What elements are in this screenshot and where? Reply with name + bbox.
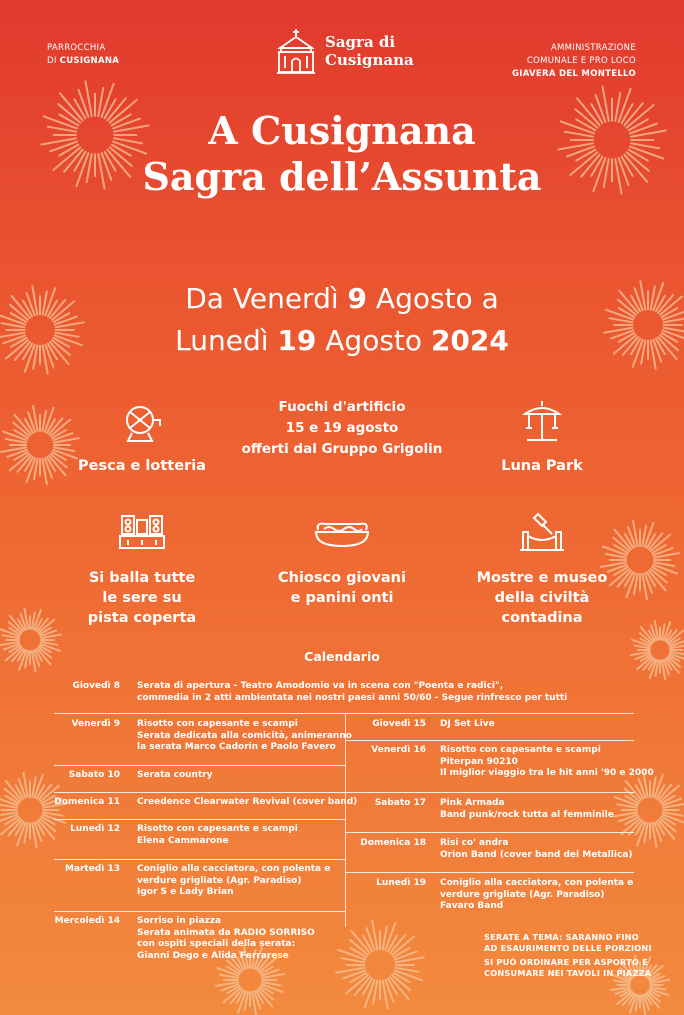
main-title: [0, 108, 684, 200]
calendar-day: Sabato 10: [68, 770, 120, 780]
chiosco-line2: e panini onti: [290, 590, 394, 606]
feature-fuochi: [212, 397, 472, 460]
event-line: con ospiti speciali della serata:: [137, 939, 296, 949]
dates-l2a: Lunedì: [175, 324, 278, 357]
event-line: verdure grigliate (Agr. Paradiso): [440, 889, 605, 900]
dates-l2b: 19: [277, 324, 317, 357]
event-line: Elena Cammarone: [137, 835, 229, 846]
sagra-logo: [275, 28, 415, 80]
calendar-event: [137, 681, 567, 704]
divider: [54, 819, 345, 820]
lottery-drum-icon: [120, 400, 164, 444]
calendar-day: Lunedì 12: [70, 824, 120, 834]
calendar-day: Giovedì 8: [72, 681, 120, 691]
calendar-event: [440, 745, 654, 780]
event-line: Band punk/rock tutta al femminile: [440, 809, 614, 820]
event-line: verdure grigliate (Agr. Paradiso): [137, 875, 302, 886]
event-line: Serata di apertura - Teatro Amodomio va in scena con "Poenta e radici",: [137, 681, 504, 691]
dates-l2d: 2024: [430, 324, 509, 357]
event-line: Sorriso in piazza: [137, 916, 222, 926]
event-line: commedia in 2 atti ambientata nei nostri paesi anni 50/60 - Segue rinfresco per tutti: [137, 692, 568, 703]
calendar-day: Domenica 18: [360, 838, 426, 848]
feature-luna-park: [462, 400, 622, 476]
logo-line2: Cusignana: [325, 51, 414, 69]
event-dates: [0, 278, 684, 362]
divider: [54, 765, 345, 766]
museum-exhibit-icon: [518, 512, 566, 552]
ballo-line2: le sere su: [102, 590, 182, 606]
divider: [345, 872, 634, 873]
event-line: Serata dedicata alla comicità, animeranno: [137, 730, 352, 741]
speakers-stage-icon: [119, 512, 165, 552]
event-line: Risotto con capesante e scampi: [137, 824, 298, 834]
calendar-event: [440, 719, 495, 731]
title-line2: Sagra dell’Assunta: [142, 154, 542, 199]
calendar-day: Mercoledì 14: [54, 916, 120, 926]
luna-park-label: Luna Park: [501, 458, 583, 474]
calendar-day: Giovedì 15: [372, 719, 426, 729]
divider: [345, 832, 634, 833]
pesca-label: Pesca e lotteria: [78, 458, 206, 474]
note-theme-nights: [484, 932, 654, 953]
feature-ballo: [62, 512, 222, 628]
hotdog-icon: [312, 512, 372, 552]
calendar-day: Martedì 13: [64, 864, 120, 874]
fuochi-line1: Fuochi d'artificio: [278, 399, 406, 415]
calendar-title: Calendario: [304, 649, 380, 664]
divider: [54, 859, 345, 860]
feature-chiosco: [262, 512, 422, 608]
calendar-event: [137, 824, 298, 847]
event-line: Coniglio alla cacciatora, con polenta e: [137, 864, 331, 874]
ballo-line3: pista coperta: [87, 610, 197, 626]
event-line: Igor S e Lady Brian: [137, 887, 234, 897]
divider: [54, 713, 634, 714]
fuochi-line3: offerti dal Gruppo Grigolin: [241, 441, 443, 457]
admin-line3: GIAVERA DEL MONTELLO: [511, 69, 636, 79]
event-line: Pink Armada: [440, 798, 505, 808]
divider: [54, 911, 345, 912]
ballo-text: [62, 568, 222, 628]
note2-line2: CONSUMARE NEI TAVOLI IN PIAZZA: [484, 967, 652, 978]
administration-label: [512, 42, 636, 81]
calendar-event: [440, 878, 633, 913]
calendar-day: Venerdì 16: [371, 745, 426, 755]
event-line: Risotto con capesante e scampi: [137, 719, 298, 729]
parish-name: CUSIGNANA: [59, 56, 120, 66]
fuochi-line2: 15 e 19 agosto: [285, 420, 399, 436]
event-line: Piterpan 90210: [440, 756, 518, 767]
event-line: DJ Set Live: [440, 719, 495, 729]
dates-l1c: Agosto a: [367, 282, 499, 315]
note1-line1: SERATE A TEMA: SARANNO FINO: [484, 932, 639, 942]
calendar-event: [440, 798, 614, 821]
divider: [54, 792, 345, 793]
event-line: Creedence Clearwater Revival (cover band): [137, 797, 358, 807]
event-line: Coniglio alla cacciatora, con polenta e: [440, 878, 634, 888]
feature-mostre: [462, 512, 622, 628]
mostre-line2: della civiltà: [494, 590, 590, 606]
event-line: Serata country: [137, 770, 213, 780]
calendar-day: Lunedì 19: [376, 878, 426, 888]
dates-l2c: Agosto: [316, 324, 431, 357]
chiosco-text: [262, 568, 422, 608]
logo-line1: Sagra di: [325, 33, 396, 51]
event-line: Risotto con capesante e scampi: [440, 745, 601, 755]
parish-line1: PARROCCHIA: [47, 43, 106, 53]
mostre-line1: Mostre e museo: [476, 570, 608, 586]
event-line: Il miglior viaggio tra le hit anni '90 e 2000: [440, 768, 654, 778]
note1-line2: AD ESAURIMENTO DELLE PORZIONI: [484, 942, 652, 953]
feature-pesca: [62, 400, 222, 476]
divider: [345, 792, 634, 793]
calendar-day: Venerdì 9: [71, 719, 120, 729]
calendar-event: [137, 797, 357, 809]
event-line: Orion Band (cover band dei Metallica): [440, 849, 633, 860]
chiosco-line1: Chiosco giovani: [278, 570, 406, 586]
title-line1: A Cusignana: [208, 108, 476, 153]
note2-line1: SI PUÒ ORDINARE PER ASPORTO E: [484, 957, 648, 967]
calendar-event: [137, 864, 330, 899]
calendar-event: [137, 719, 352, 754]
calendar-day: Sabato 17: [374, 798, 426, 808]
ballo-line1: Si balla tutte: [88, 570, 196, 586]
mostre-line3: contadina: [501, 610, 583, 626]
event-line: Risi co' andra: [440, 838, 509, 848]
calendar-event: [137, 770, 213, 782]
carousel-icon: [519, 400, 565, 444]
note-takeaway: [484, 957, 654, 978]
event-line: Gianni Dego e Alida Ferrarese: [137, 950, 289, 961]
dates-l1a: Da Venerdì: [185, 282, 348, 315]
calendar-event: [137, 916, 315, 962]
parish-label: [47, 42, 119, 68]
mostre-text: [462, 568, 622, 628]
calendar-event: [440, 838, 632, 861]
calendar-day: Domenica 11: [54, 797, 120, 807]
church-icon: [275, 28, 317, 76]
admin-line2: COMUNALE E PRO LOCO: [526, 56, 636, 66]
dates-l1b: 9: [347, 282, 368, 315]
parish-line2-prefix: DI: [47, 56, 60, 66]
event-line: Favaro Band: [440, 901, 504, 911]
divider: [345, 740, 634, 741]
event-line: la serata Marco Cadorin e Paolo Favero: [137, 742, 336, 752]
event-line: Serata animata da RADIO SORRISO: [137, 927, 315, 938]
admin-line1: AMMINISTRAZIONE: [550, 43, 636, 53]
